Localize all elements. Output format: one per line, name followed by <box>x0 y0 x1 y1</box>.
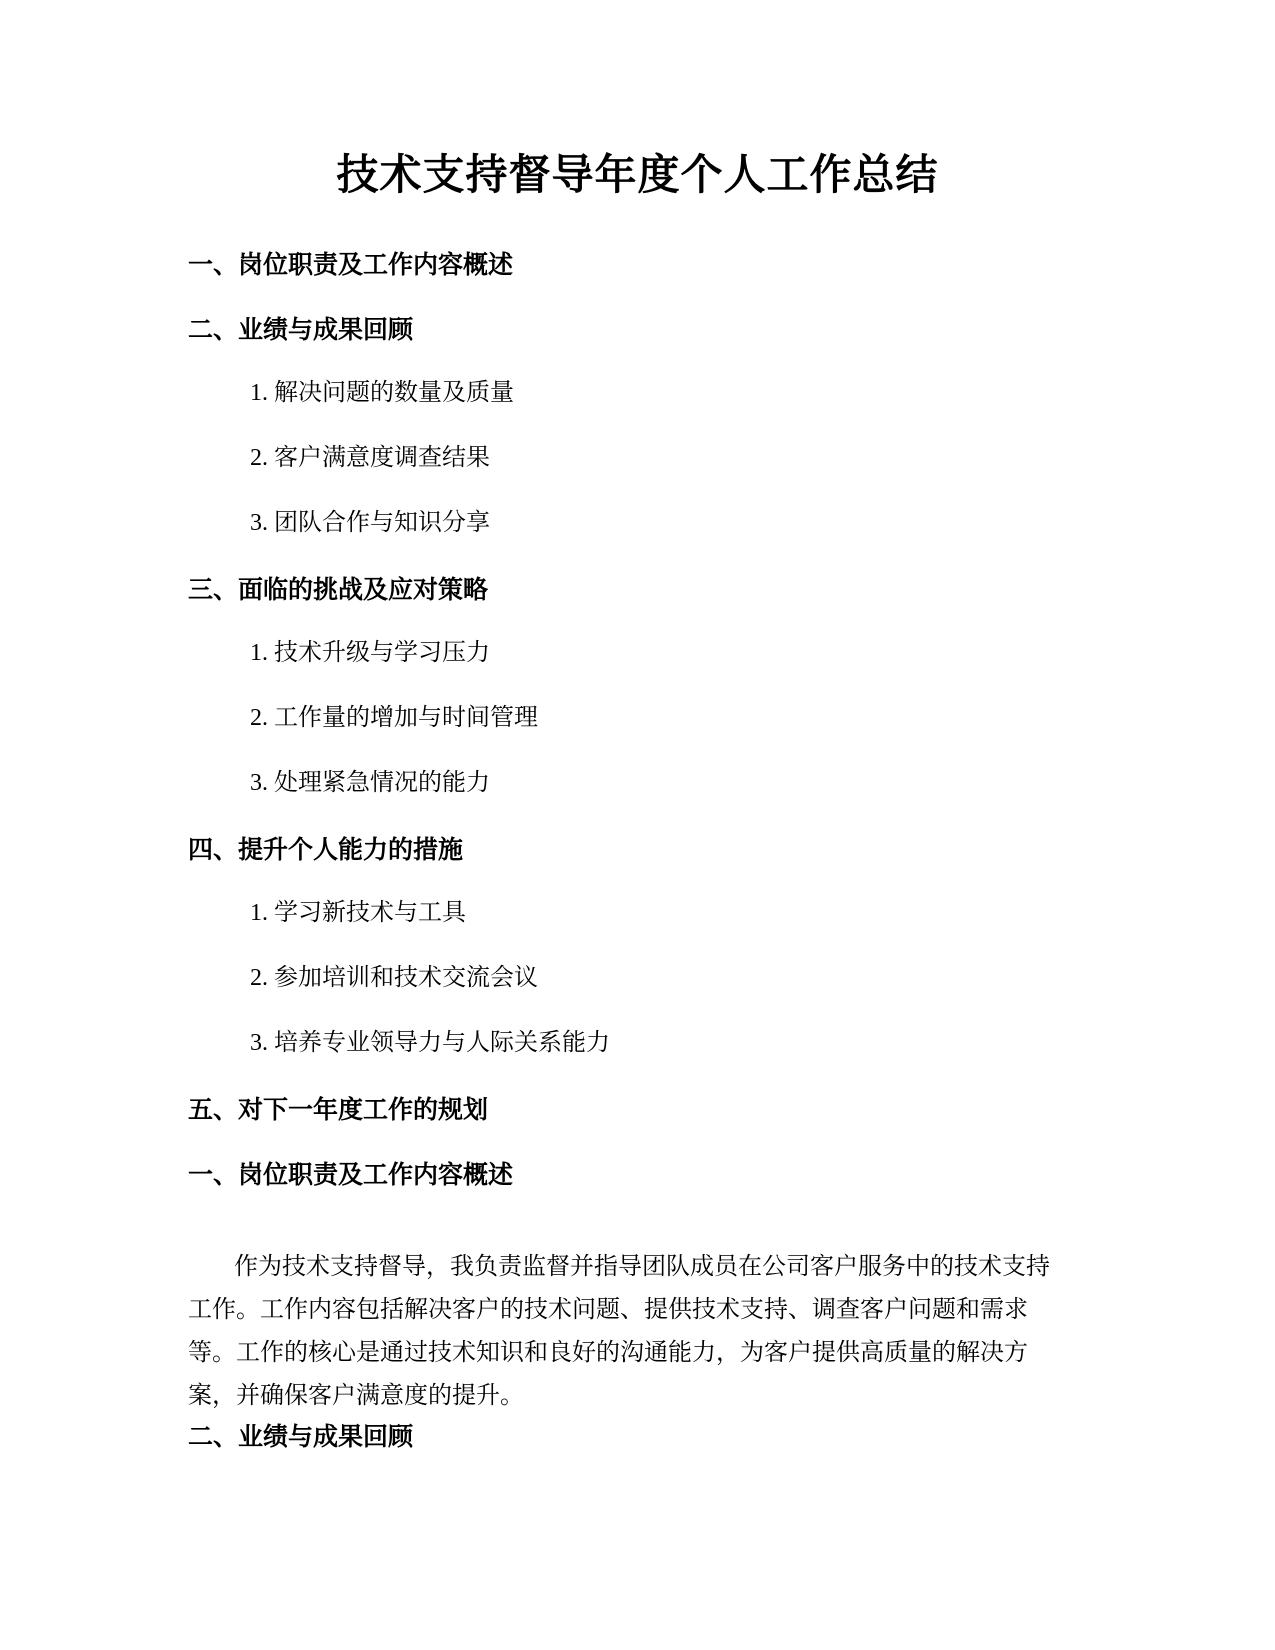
outline-item-4-1: 1. 学习新技术与工具 <box>250 900 466 926</box>
paragraph-line: 作为技术支持督导，我负责监督并指导团队成员在公司客户服务中的技术支持 <box>234 1254 1050 1280</box>
paragraph-line: 案，并确保客户满意度的提升。 <box>188 1383 524 1409</box>
paragraph-line: 工作。工作内容包括解决客户的技术问题、提供技术支持、调查客户问题和需求 <box>188 1297 1028 1323</box>
paragraph-line: 等。工作的核心是通过技术知识和良好的沟通能力，为客户提供高质量的解决方 <box>188 1340 1028 1366</box>
outline-heading-4: 四、提升个人能力的措施 <box>188 835 464 864</box>
outline-item-2-1: 1. 解决问题的数量及质量 <box>250 380 514 406</box>
section-2-heading: 二、业绩与成果回顾 <box>188 1422 414 1451</box>
outline-item-3-1: 1. 技术升级与学习压力 <box>250 640 490 666</box>
outline-item-4-2: 2. 参加培训和技术交流会议 <box>250 965 538 991</box>
section-1-paragraph <box>188 1246 1088 1418</box>
outline-item-3-2: 2. 工作量的增加与时间管理 <box>250 705 538 731</box>
section-1-heading: 一、岗位职责及工作内容概述 <box>188 1160 514 1189</box>
outline-item-2-2: 2. 客户满意度调查结果 <box>250 445 490 471</box>
outline-heading-5: 五、对下一年度工作的规划 <box>188 1095 489 1124</box>
outline-heading-2: 二、业绩与成果回顾 <box>188 315 414 344</box>
outline-heading-1: 一、岗位职责及工作内容概述 <box>188 250 514 279</box>
outline-item-2-3: 3. 团队合作与知识分享 <box>250 510 490 536</box>
document-title: 技术支持督导年度个人工作总结 <box>336 150 939 199</box>
outline-item-4-3: 3. 培养专业领导力与人际关系能力 <box>250 1030 610 1056</box>
outline-item-3-3: 3. 处理紧急情况的能力 <box>250 770 490 796</box>
outline-heading-3: 三、面临的挑战及应对策略 <box>188 575 489 604</box>
